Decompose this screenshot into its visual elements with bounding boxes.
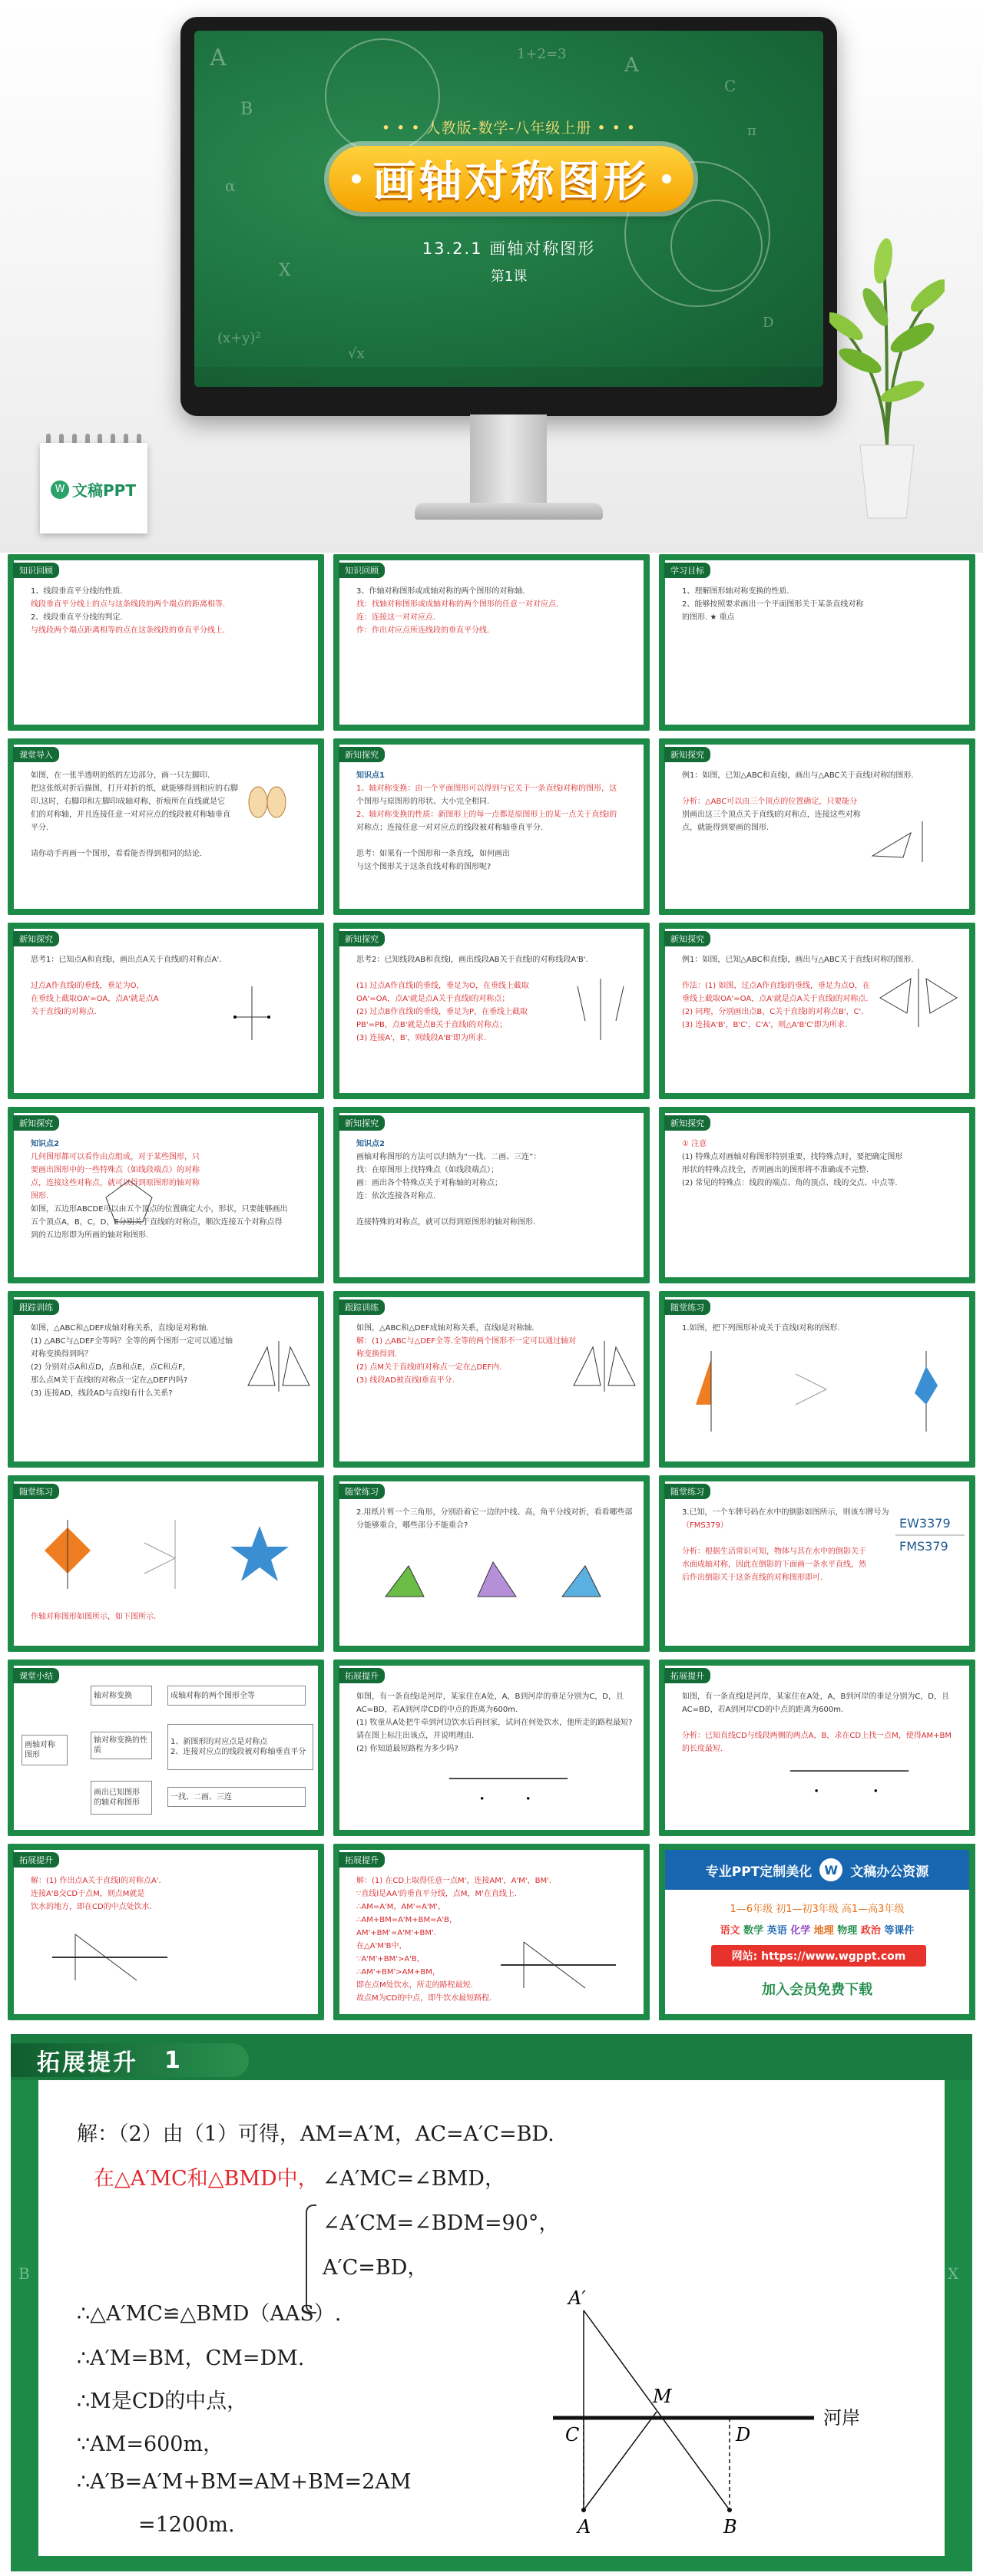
slide-figure	[872, 967, 965, 1029]
slide-body	[356, 585, 633, 637]
slide-thumbnail[interactable]	[659, 923, 975, 1099]
slide-text-line: 知识点1	[356, 771, 385, 780]
slide-figure	[865, 817, 957, 864]
hero-banner	[0, 0, 983, 553]
grade-subtitle: • • • 人教版-数学-八年级上册 • • •	[381, 120, 637, 137]
slide-thumbnail[interactable]	[659, 1475, 975, 1652]
slide-section-tag: 课堂小结	[13, 1668, 59, 1683]
promo-brand: 文稿办公资源	[850, 1864, 929, 1880]
slide-text-line: (2) 点M关于直线l的对称点一定在△DEF内.	[356, 1363, 502, 1372]
slide-text-line: AM'+BM'=A'M'+BM'.	[356, 1929, 436, 1937]
slide-text-line: 如图，五边形ABCDE可以由五个顶点的位置确定大小，形状，只要能够画出	[31, 1205, 288, 1214]
slide-text-line: 画：画出各个特殊点关于对称轴的对称点；	[356, 1179, 502, 1187]
slide-text-line: 3、作轴对称图形或成轴对称的两个图形的对称轴.	[356, 587, 525, 596]
solution-line-8: =1200m.	[138, 2513, 235, 2537]
slide-text-line: 如图，有一条直线l是河岸，某家住在A处，A，B到河岸的垂足分别为C，D，且	[682, 1693, 950, 1701]
slide-text-line: 3.已知，一个车牌号码在水中的倒影如图所示，则该车牌号为	[682, 1508, 889, 1517]
slide-text-line: 例1：如图，已知△ABC和直线l，画出与△ABC关于直线l对称的图形.	[682, 771, 914, 780]
slide-text-line: 个图形与原图形的形状、大小完全相同.	[356, 798, 490, 806]
slide-section-tag: 新知探究	[339, 1115, 385, 1131]
slide-text-line	[356, 1203, 633, 1216]
slide-text-line: 1、理解图形轴对称变换的性质.	[682, 587, 789, 596]
lesson-number: 第1课	[490, 269, 528, 285]
slide-text-line: 对称点；连接任意一对对应点的线段被对称轴垂直平分.	[356, 824, 544, 832]
slide-text-line	[682, 1716, 958, 1729]
slide-text-line: 别画出这三个顶点关于直线l的对称点，连接这些对称	[682, 811, 861, 819]
slide-text-line: 称变换得到.	[356, 1350, 398, 1359]
slide-thumbnail[interactable]	[333, 1291, 650, 1468]
slide-thumbnail[interactable]	[333, 923, 650, 1099]
slide-text-line: 水面成轴对称，因此在倒影的下面画一条水平直线，然	[682, 1560, 866, 1569]
slide-thumbnail[interactable]	[333, 738, 650, 915]
promo-subject: 等课件	[884, 1925, 915, 1937]
slide-section-tag: 学习目标	[664, 563, 710, 578]
slide-text-line: ∵直线l是AA'的垂直平分线，点M，M'在直线上.	[356, 1890, 518, 1898]
slide-section-tag: 随堂练习	[664, 1484, 710, 1499]
label-d: D	[736, 2424, 751, 2446]
slide-section-tag: 知识回顾	[13, 563, 59, 578]
slide-thumbnail[interactable]	[8, 1844, 324, 2020]
slide-text-line: 与这个图形关于这条直线对称的图形呢?	[356, 863, 492, 871]
solution-line-7: ∴A′B=A′M+BM=AM+BM=2AM	[77, 2470, 412, 2494]
promo-subject: 语文	[720, 1925, 744, 1937]
svg-text:EW3379: EW3379	[899, 1516, 951, 1531]
summary-node: 轴对称变换	[91, 1686, 152, 1706]
slide-canvas	[339, 560, 644, 725]
slide-figure	[98, 1174, 160, 1228]
slide-canvas	[14, 1113, 318, 1277]
slide-thumbnail[interactable]	[659, 554, 975, 731]
slide-figure	[773, 1758, 926, 1804]
slide-text-line: 线段垂直平分线上的点与这条线段的两个端点的距离相等.	[31, 600, 226, 609]
summary-node: 画出已知图形 的轴对称图形	[91, 1781, 152, 1815]
promo-subject: 地理	[813, 1925, 838, 1937]
slide-text-line: 连：连接这一对对应点.	[356, 613, 436, 622]
slide-text-line: ① 注意	[682, 1140, 707, 1148]
solution-line-4: ∴A′M=BM，CM=DM.	[77, 2346, 305, 2370]
slide-section-tag: 拓展提升	[339, 1668, 385, 1683]
featured-slide: X B 拓展提升 1 解：（2）由（1）可得，AM=A′M，AC=A′C=BD. 在△A′MC和△BMD中， ∠A′MC=∠BMD， ∠A′CM=∠BDM=90°， A′C=BD， ∴△A′MC≌△BMD（AAS）. ∴A′M=BM，CM=DM. ∴M是CD的中点， ∵AM=600m， ∴A′B=A′M+BM=AM+BM=2AM =1200m. A′ M C D A B 河岸	[11, 2034, 972, 2571]
slide-text-line: 几何图形都可以看作由点组成，对于某些图形，只	[31, 1153, 200, 1161]
slide-text-line: 请在图上标注出该点，并说明理由.	[356, 1732, 475, 1740]
slide-text-line: 2.用纸片剪一个三角形，分别沿着它一边的中线、高，角平分线对折，看看哪些部	[356, 1508, 633, 1517]
slide-section-tag: 跟踪训练	[339, 1300, 385, 1315]
slide-text-line	[31, 966, 307, 979]
slide-canvas	[14, 1666, 318, 1830]
slide-body	[356, 1506, 633, 1532]
slide-canvas	[665, 1297, 969, 1461]
slide-text-line: 如图，△ABC和△DEF成轴对称关系，直线l是对称轴.	[356, 1324, 535, 1333]
slide-text-line: 关于直线l的对称点.	[31, 1008, 97, 1016]
slide-text-line: AC=BD，若A到河岸CD的中点的距离为600m.	[682, 1706, 844, 1714]
label-a: A	[578, 2516, 591, 2538]
slide-text-line: 垂线上截取OA'=OA，点A'就是点A关于直线l的对称点.	[682, 995, 869, 1003]
slide-text-line: (1) 牧童从A处把牛牵到河边饮水后再回家，试问在何处饮水，他所走的路程最短?	[356, 1719, 633, 1727]
slide-figure	[240, 1339, 317, 1393]
slide-section-tag: 知识回顾	[339, 563, 385, 578]
slide-thumbnail[interactable]	[659, 1107, 975, 1283]
solution-line-1: 解：（2）由（1）可得，AM=A′M，AC=A′C=BD.	[77, 2122, 554, 2146]
slide-canvas	[339, 929, 644, 1093]
promo-subject: 政治	[860, 1925, 885, 1937]
slide-thumbnail[interactable]	[659, 1660, 975, 1836]
slide-text-line: 在△A'M'B中，	[356, 1942, 407, 1950]
slide-text-line: 饮水的地方，即在CD的中点处饮水.	[31, 1903, 152, 1911]
slide-thumbnail[interactable]	[333, 1107, 650, 1283]
slide-figure	[29, 1512, 306, 1597]
slide-text-line: 1.如图，把下列图形补成关于直线l对称的图形.	[682, 1324, 840, 1333]
brand-icon: W	[819, 1858, 842, 1881]
condition-3: A′C=BD，	[323, 2256, 429, 2280]
slide-text-line: (1) △ABC与△DEF全等吗？全等的两个图形一定可以通过轴	[31, 1337, 233, 1346]
slide-canvas	[665, 745, 969, 909]
condition-2: ∠A′CM=∠BDM=90°，	[323, 2211, 560, 2235]
monitor-stand	[470, 414, 547, 507]
slide-body	[356, 1138, 633, 1229]
slide-text-line: 那么点M关于直线l的对称点一定在△DEF内吗?	[31, 1376, 188, 1385]
slide-thumbnail[interactable]	[8, 1291, 324, 1468]
slide-text-line: (1) 特殊点对画轴对称图形特别重要，找特殊点时，要把确定图形	[682, 1153, 903, 1161]
summary-node: 一找、二画、三连	[167, 1787, 306, 1807]
slide-section-tag: 拓展提升	[13, 1852, 59, 1868]
slide-text-line: (3) 连接A'，B'，则线段A'B'即为所求.	[356, 1034, 486, 1042]
promo-subject: 英语	[766, 1925, 791, 1937]
slide-text-line: 图形.	[31, 1192, 49, 1200]
featured-tag: 拓展提升 1	[11, 2043, 249, 2077]
slide-text-line: (2) 你知道最短路程为多少吗?	[356, 1745, 458, 1753]
slide-text-line: 请你动手再画一个图形，看看能否得到相同的结论.	[31, 850, 203, 858]
slide-text-line: 知识点2	[31, 1140, 59, 1148]
slide-figure	[244, 783, 290, 821]
slide-text-line: 找：在原图形上找特殊点（如线段端点）；	[356, 1166, 498, 1174]
slide-text-line: 解：(1) △ABC与△DEF全等.全等的两个图形不一定可以通过轴对	[356, 1337, 577, 1346]
slide-body	[682, 1322, 958, 1335]
slide-text-line: PB'=PB，点B'就是点B关于直线l的对称点；	[356, 1021, 508, 1029]
slide-thumbnail[interactable]	[333, 554, 650, 731]
slide-canvas	[14, 929, 318, 1093]
slide-text-line: (2) 分别对点A和点D，点B和点E，点C和点F，	[31, 1363, 190, 1372]
summary-node: 1、新图形的对应点是对称点 2、连接对应点的线段被对称轴垂直平分	[167, 1724, 313, 1770]
slide-text-line: 2、线段垂直平分线的判定.	[31, 613, 123, 622]
svg-text:FMS379: FMS379	[899, 1539, 948, 1554]
slide-text-line: 解：(1) 在CD上取得任意一点M'，连接AM'，A'M'，BM'.	[356, 1877, 552, 1885]
slide-section-tag: 新知探究	[664, 1115, 710, 1131]
promo-subject: 化学	[790, 1925, 814, 1937]
slide-text-line: （FMS379）	[682, 1521, 728, 1530]
summary-node: 成轴对称的两个图形全等	[167, 1686, 306, 1706]
slide-text-line: 后作出倒影关于这条直线的对称图形即可.	[682, 1574, 823, 1582]
slide-section-tag: 新知探究	[339, 747, 385, 762]
slide-canvas	[14, 745, 318, 909]
slide-canvas	[14, 1481, 318, 1646]
solution-line-2: 在△A′MC和△BMD中，	[94, 2167, 319, 2191]
slide-text-line: AC=BD，若A到河岸CD的中点的距离为600m.	[356, 1706, 518, 1714]
slide-text-line: 分析：根据生活常识可知，物体与其在水中的倒影关于	[682, 1547, 866, 1556]
slide-text-line: 过点A作直线l的垂线，垂足为O，	[31, 982, 144, 990]
slide-text-line: ∴AM=A'M，AM'=A'M'，	[356, 1903, 445, 1911]
slide-canvas	[665, 560, 969, 725]
slide-text-line	[356, 834, 633, 847]
slide-figure	[229, 983, 275, 1044]
cover-title: 画轴对称图形	[329, 146, 693, 212]
lesson-code: 13.2.1 画轴对称图形	[422, 239, 596, 258]
label-river: 河岸	[823, 2407, 860, 2429]
slide-canvas	[14, 1297, 318, 1461]
promo-card[interactable]	[659, 1844, 975, 2020]
slide-figure	[570, 975, 631, 1044]
brand-logo: W 文稿PPT	[51, 478, 136, 500]
promo-subjects	[665, 1922, 969, 1937]
slide-section-tag: 随堂练习	[339, 1484, 385, 1499]
slide-figure	[432, 1765, 585, 1811]
summary-node: 轴对称变换的性质	[91, 1732, 152, 1759]
slide-text-line: 的长度最短.	[682, 1745, 723, 1753]
brand-calendar	[40, 434, 147, 533]
slide-thumbnail[interactable]	[333, 1844, 650, 2020]
monitor-mockup	[180, 17, 837, 416]
slide-text-line: 例1：如图，已知△ABC和直线l，画出与△ABC关于直线l对称的图形.	[682, 956, 914, 964]
slide-text-line: 的图形. ★ 重点	[682, 613, 735, 622]
slide-text-line: 到的五边形即为所画的轴对称图形.	[31, 1231, 149, 1240]
slide-text-line: 分析：△ABC可以由三个顶点的位置确定，只要能分	[682, 798, 858, 806]
slide-figure	[45, 1927, 198, 1988]
slide-text-line: 如图，有一条直线l是河岸，某家住在A处，A，B到河岸的垂足分别为C，D，且	[356, 1693, 624, 1701]
slide-text-line: 知识点2	[356, 1140, 385, 1148]
brand-icon: W	[51, 481, 69, 499]
slide-text-line: 2、轴对称变换的性质：新图形上的每一点都是原图形上的某一点关于直线l的	[356, 811, 617, 819]
slide-thumbnail[interactable]	[659, 1291, 975, 1468]
slide-text-line: 们的对称轴，并且连接任意一对对应点的线段被对称轴垂直	[31, 811, 230, 819]
label-m: M	[653, 2386, 672, 2407]
featured-content	[38, 2080, 945, 2556]
slide-text-line: (3) 连接A'B'，B'C'，C'A'，则△A'B'C'即为所求.	[682, 1021, 848, 1029]
slide-text-line: ∴AM'+BM'>AM+BM，	[356, 1968, 440, 1977]
promo-cta[interactable]: 加入会员免费下载	[762, 1982, 872, 1998]
slide-figure	[680, 1351, 957, 1435]
promo-header	[665, 1850, 969, 1890]
promo-subject: 数学	[743, 1925, 767, 1937]
slide-canvas	[339, 1481, 644, 1646]
summary-node: 画轴对称 图形	[22, 1735, 68, 1765]
slide-text-line: 要画出图形中的一些特殊点（如线段端点）的对称	[31, 1166, 200, 1174]
slide-text-line: 即在点M处饮水，所走的路程最短.	[356, 1981, 473, 1990]
slide-canvas	[665, 1666, 969, 1830]
promo-head-text: 专业PPT定制美化	[705, 1864, 813, 1880]
slide-canvas	[339, 1666, 644, 1830]
slide-text-line: 解：(1) 作出点A关于直线l的对称点A'.	[31, 1877, 161, 1885]
slide-canvas	[339, 1113, 644, 1277]
slide-thumbnail[interactable]	[8, 1660, 324, 1836]
slide-text-line: 点，连接这些对称点，就可以得到原图形的轴对称	[31, 1179, 200, 1187]
slide-text-line: (3) 线段AD被直线l垂直平分.	[356, 1376, 455, 1385]
slide-thumbnail[interactable]	[8, 738, 324, 915]
slide-section-tag: 课堂导入	[13, 747, 59, 762]
slide-text-line: 故点M为CD的中点，即牛饮水最短路程.	[356, 1994, 492, 2003]
slide-text-line: 连接特殊的对称点，就可以得到原图形的轴对称图形.	[356, 1218, 536, 1227]
slide-text-line	[682, 782, 958, 795]
slide-section-tag: 拓展提升	[339, 1852, 385, 1868]
slide-text-line: 分析：已知直线CD与线段两侧的两点A，B，求在CD上找一点M，使得AM+BM	[682, 1732, 952, 1740]
slide-canvas	[665, 1481, 969, 1646]
slide-text-line: ∵A'M'+BM'>A'B，	[356, 1955, 425, 1963]
slide-text-line: 连接A'B交CD于点M，则点M就是	[31, 1890, 145, 1898]
slide-text-line: (2) 常见的特殊点：线段的端点、角的顶点、线的交点、中点等.	[682, 1179, 898, 1187]
slide-text-line: 点，就能得到要画的图形.	[682, 824, 770, 832]
slide-thumbnail[interactable]	[8, 1475, 324, 1652]
slide-text-line: 如图，△ABC和△DEF成轴对称关系，直线l是对称轴.	[31, 1324, 209, 1333]
slide-text-line: 思考2：已知线段AB和直线l，画出线段AB关于直线l的对称线段A'B'.	[356, 956, 588, 964]
slide-text-line: 如图，在一张半透明的纸的左边部分，画一只左脚印.	[31, 771, 210, 780]
slide-body	[356, 1690, 633, 1755]
slide-text-line: (1) 过点A作直线l的垂线，垂足为O，在垂线上截取	[356, 982, 529, 990]
slide-text-line: 找：找轴对称图形或成轴对称的两个图形的任意一对对应点.	[356, 600, 559, 609]
slide-figure	[355, 1551, 631, 1612]
solution-line-6: ∵AM=600m，	[77, 2432, 224, 2456]
slide-canvas	[665, 929, 969, 1093]
slide-figure	[566, 1339, 643, 1393]
slide-text-line: 五个顶点A，B，C，D，E分别关于直线l的对称点，顺次连接五个对称点得	[31, 1218, 283, 1227]
slide-thumbnail[interactable]	[333, 1475, 650, 1652]
slide-section-tag: 跟踪训练	[13, 1300, 59, 1315]
slide-body	[682, 585, 958, 624]
solution-line-3: ∴△A′MC≌△BMD（AAS）.	[77, 2302, 342, 2326]
slide-text-line: 作法：(1) 如图，过点A作直线l的垂线，垂足为点O，在	[682, 982, 870, 990]
slide-body	[682, 1138, 958, 1190]
slide-thumbnail[interactable]	[659, 738, 975, 915]
slide-text-line	[31, 834, 307, 847]
slide-section-tag: 新知探究	[664, 931, 710, 946]
slide-text-line: 作：作出对应点所连线段的垂直平分线.	[356, 626, 490, 635]
slide-text-line: (2) 过点B作直线l的垂线，垂足为P，在垂线上截取	[356, 1008, 528, 1016]
slide-canvas	[14, 1850, 318, 2014]
slide-canvas	[665, 1113, 969, 1277]
slide-body	[31, 1874, 307, 1914]
slide-canvas	[339, 1297, 644, 1461]
slide-text-line: 对称变换得到吗？	[31, 1350, 92, 1359]
slide-figure	[895, 1512, 965, 1558]
slide-section-tag: 随堂练习	[664, 1300, 710, 1315]
river-figure	[538, 2280, 906, 2548]
slide-thumbnail[interactable]	[8, 1107, 324, 1283]
promo-grades: 1—6年级 初1—初3年级 高1—高3年级	[730, 1904, 905, 1915]
slide-text-line: (3) 连接AD，线段AD与直线l有什么关系?	[31, 1389, 173, 1398]
promo-subject: 物理	[837, 1925, 861, 1937]
slide-body	[356, 769, 633, 874]
slide-section-tag: 新知探究	[664, 747, 710, 762]
slide-body	[682, 1690, 958, 1755]
slide-section-tag: 新知探究	[13, 1115, 59, 1131]
label-a-prime: A′	[568, 2287, 586, 2309]
slide-text-line: 形状的特殊点找全，否则画出的图形将不准确或不完整.	[682, 1166, 869, 1174]
slide-text-line: 在垂线上截取OA'=OA，点A'就是点A	[31, 995, 159, 1003]
slide-text-line: ∴AM+BM=A'M+BM=A'B，	[356, 1916, 457, 1924]
slide-text-line: 印.这时，右脚印和左脚印成轴对称，折痕所在直线就是它	[31, 798, 226, 806]
slide-text-line: 画轴对称图形的方法可以归纳为“一找、二画、三连”：	[356, 1153, 541, 1161]
monitor-base	[415, 503, 603, 520]
slide-section-tag: 拓展提升	[664, 1668, 710, 1683]
slide-text-line: 思考：如果有一个图形和一条直线，如何画出	[356, 850, 510, 858]
slide-figure	[493, 1934, 647, 1996]
slide-section-tag: 新知探究	[13, 931, 59, 946]
slide-text-line: OA'=OA，点A'就是点A关于直线l的对称点；	[356, 995, 510, 1003]
promo-site[interactable]: 网站: https://www.wgppt.com	[711, 1945, 926, 1967]
cover-slide: A B α X (x+y)² A C π 1+2=3 D √x • • • 人教版-数学-八年级上册 • • • 画轴对称图形 13.2.1 画轴对称图形 第1课	[194, 31, 823, 387]
slide-text-line: 2、能够按照要求画出一个平面图形关于某条直线对称	[682, 600, 864, 609]
slide-text-line: 1、轴对称变换：由一个平面图形可以得到与它关于一条直线l对称的图形，这	[356, 784, 617, 793]
slide-body	[31, 1138, 307, 1242]
slide-canvas	[14, 560, 318, 725]
slide-text-line: 连：依次连接各对称点.	[356, 1192, 436, 1200]
slide-text-line: 平分.	[31, 824, 49, 832]
slide-text-line	[31, 1597, 307, 1610]
slide-canvas	[339, 1850, 644, 2014]
slide-text-line: 思考1：已知点A和直线l，画出点A关于直线l的对称点A'.	[31, 956, 222, 964]
slide-text-line: 与线段两个端点距离相等的点在这条线段的垂直平分线上.	[31, 626, 226, 635]
slide-text-line: 作轴对称图形如图所示，如下图所示.	[31, 1613, 157, 1621]
slide-section-tag: 新知探究	[339, 931, 385, 946]
slide-thumbnail[interactable]	[8, 923, 324, 1099]
slide-text-line: 分能够重合，哪些部分不能重合?	[356, 1521, 468, 1530]
slide-canvas	[339, 745, 644, 909]
solution-line-5: ∴M是CD的中点，	[77, 2389, 248, 2413]
plant-icon	[829, 230, 945, 522]
slide-text-line: 1、线段垂直平分线的性质.	[31, 587, 123, 596]
slide-text-line: 把这张纸对折后描图，打开对折的纸，就能够得到相应的右脚	[31, 784, 238, 793]
slide-thumbnail[interactable]	[333, 1660, 650, 1836]
condition-1: ∠A′MC=∠BMD，	[323, 2167, 505, 2191]
slide-body	[31, 585, 307, 637]
slide-text-line: (2) 同理，分别画出点B，C关于直线l的对称点B'，C'.	[682, 1008, 864, 1016]
label-c: C	[565, 2424, 580, 2446]
slide-thumbnail[interactable]	[8, 554, 324, 731]
slide-section-tag: 随堂练习	[13, 1484, 59, 1499]
label-b: B	[723, 2516, 737, 2538]
